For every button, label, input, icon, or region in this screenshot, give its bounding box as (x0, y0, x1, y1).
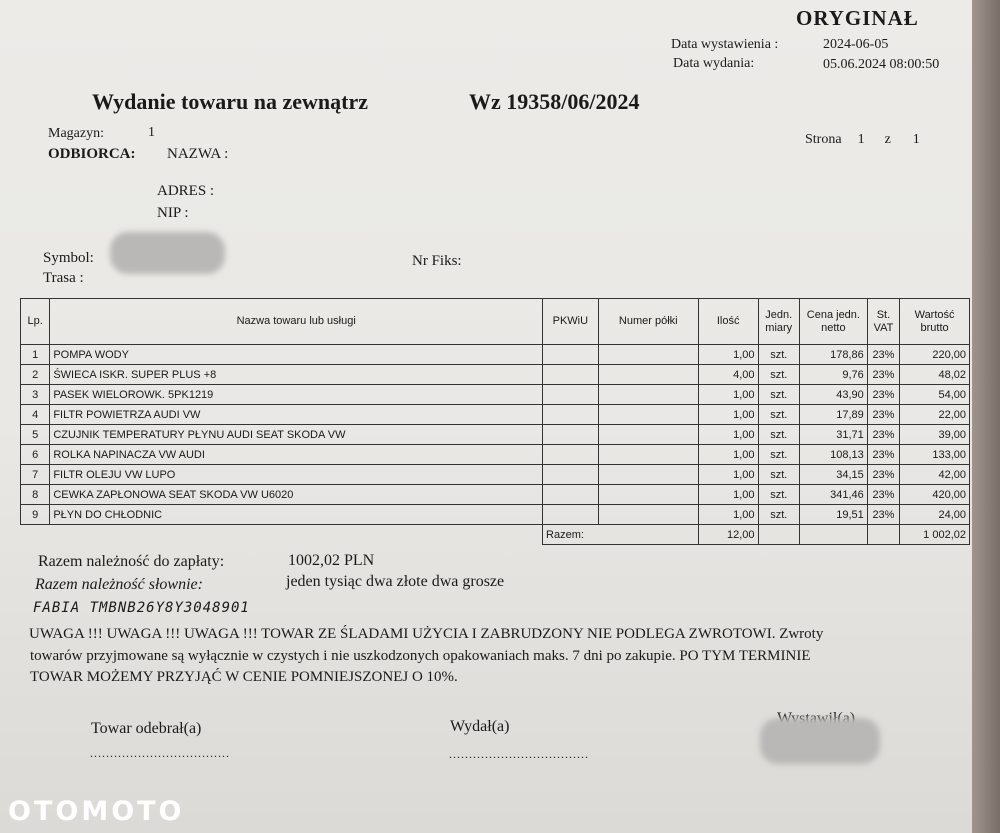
cell-qty: 1,00 (698, 385, 758, 405)
table-row (21, 365, 970, 385)
fiscal-number-label: Nr Fiks: (412, 253, 462, 269)
warning-line-3: TOWAR MOŻEMY PRZYJĄĆ W CENIE POMNIEJSZONEJ O 10%. (30, 669, 458, 685)
cell-shelf (598, 505, 698, 525)
cell-value: 42,00 (900, 465, 970, 485)
table-row (21, 405, 970, 425)
release-date-label: Data wydania: (673, 56, 755, 71)
cell-unit: szt. (758, 445, 799, 465)
nip-label: NIP : (157, 205, 189, 221)
table-row (21, 345, 970, 365)
cell-price: 17,89 (799, 405, 867, 425)
otomoto-watermark: OTOMOTO (8, 796, 185, 827)
table-row (21, 465, 970, 485)
cell-value: 133,00 (900, 445, 970, 465)
vehicle-note: FABIA TMBNB26Y8Y3048901 (33, 600, 250, 616)
cell-shelf (598, 425, 698, 445)
redacted-symbol (110, 232, 225, 274)
cell-pkwiu (543, 405, 599, 425)
cell-lp: 8 (21, 485, 50, 505)
symbol-label: Symbol: (43, 250, 94, 266)
cell-vat: 23% (867, 425, 899, 445)
cell-price: 341,46 (799, 485, 867, 505)
cell-price: 178,86 (799, 345, 867, 365)
cell-pkwiu (543, 425, 599, 445)
cell-shelf (598, 365, 698, 385)
cell-lp: 5 (21, 425, 50, 445)
cell-value: 22,00 (900, 405, 970, 425)
cell-unit: szt. (758, 365, 799, 385)
cell-pkwiu (543, 485, 599, 505)
cell-shelf (598, 445, 698, 465)
cell-name: ROLKA NAPINACZA VW AUDI (50, 445, 543, 465)
header-name: Nazwa towaru lub usługi (50, 299, 543, 345)
cell-name: CZUJNIK TEMPERATURY PŁYNU AUDI SEAT SKODA VW (50, 425, 543, 445)
cell-lp: 9 (21, 505, 50, 525)
cell-vat: 23% (867, 505, 899, 525)
cell-name: FILTR POWIETRZA AUDI VW (50, 405, 543, 425)
table-row (21, 485, 970, 505)
cell-lp: 4 (21, 405, 50, 425)
cell-qty: 1,00 (698, 485, 758, 505)
cell-unit: szt. (758, 345, 799, 365)
cell-shelf (598, 485, 698, 505)
cell-name: CEWKA ZAPŁONOWA SEAT SKODA VW U6020 (50, 485, 543, 505)
cell-unit: szt. (758, 385, 799, 405)
issued-by-signature-line: ................................... (449, 747, 589, 761)
cell-lp: 3 (21, 385, 50, 405)
recipient-label: ODBIORCA: (48, 146, 136, 162)
cell-price: 43,90 (799, 385, 867, 405)
cell-vat: 23% (867, 365, 899, 385)
cell-unit: szt. (758, 405, 799, 425)
cell-unit: szt. (758, 505, 799, 525)
cell-pkwiu (543, 445, 599, 465)
items-table (20, 298, 970, 545)
table-header-row (21, 299, 970, 345)
header-price: Cena jedn. netto (799, 299, 867, 345)
header-qty: Ilość (698, 299, 758, 345)
amount-due-label: Razem należność do zapłaty: (38, 553, 225, 570)
cell-value: 39,00 (900, 425, 970, 445)
cell-price: 31,71 (799, 425, 867, 445)
name-label: NAZWA : (167, 146, 229, 162)
cell-price: 34,15 (799, 465, 867, 485)
cell-lp: 1 (21, 345, 50, 365)
original-label: ORYGINAŁ (796, 6, 919, 30)
header-pkwiu: PKWiU (543, 299, 599, 345)
cell-vat: 23% (867, 445, 899, 465)
warning-line-2: towarów przyjmowane są wyłącznie w czystych i nie uszkodzonych opakowaniach maks. 7 dni po zakupie. PO TYM TERMINIE (30, 648, 811, 664)
cell-name: ŚWIECA ISKR. SUPER PLUS +8 (50, 365, 543, 385)
route-label: Trasa : (43, 270, 84, 286)
cell-name: POMPA WODY (50, 345, 543, 365)
cell-shelf (598, 405, 698, 425)
page-indicator: Strona 1 z 1 (805, 132, 920, 147)
cell-name: PASEK WIELOROWK. 5PK1219 (50, 385, 543, 405)
cell-value: 54,00 (900, 385, 970, 405)
cell-value: 24,00 (900, 505, 970, 525)
received-by-label: Towar odebrał(a) (91, 720, 202, 737)
cell-pkwiu (543, 365, 599, 385)
cell-vat: 23% (867, 345, 899, 365)
cell-qty: 1,00 (698, 445, 758, 465)
cell-unit: szt. (758, 465, 799, 485)
cell-unit: szt. (758, 425, 799, 445)
cell-qty: 1,00 (698, 345, 758, 365)
cell-unit: szt. (758, 485, 799, 505)
header-unit: Jedn. miary (758, 299, 799, 345)
cell-pkwiu (543, 345, 599, 365)
total-row (21, 525, 970, 545)
cell-pkwiu (543, 505, 599, 525)
issued-by-label: Wydał(a) (450, 718, 510, 735)
cell-lp: 7 (21, 465, 50, 485)
cell-shelf (598, 345, 698, 365)
cell-value: 220,00 (900, 345, 970, 365)
cell-vat: 23% (867, 385, 899, 405)
cell-name: FILTR OLEJU VW LUPO (50, 465, 543, 485)
table-row (21, 425, 970, 445)
address-label: ADRES : (157, 183, 215, 199)
issue-date-label: Data wystawienia : (671, 37, 779, 52)
cell-qty: 1,00 (698, 405, 758, 425)
amount-words-label: Razem należność słownie: (35, 576, 203, 593)
cell-vat: 23% (867, 465, 899, 485)
cell-vat: 23% (867, 485, 899, 505)
cell-qty: 4,00 (698, 365, 758, 385)
cell-name: PŁYN DO CHŁODNIC (50, 505, 543, 525)
cell-shelf (598, 385, 698, 405)
cell-value: 48,02 (900, 365, 970, 385)
cell-shelf (598, 465, 698, 485)
header-value: Wartość brutto (900, 299, 970, 345)
document-number: Wz 19358/06/2024 (469, 89, 640, 114)
amount-due-value: 1002,02 PLN (288, 552, 375, 569)
cell-vat: 23% (867, 405, 899, 425)
warehouse-label: Magazyn: (48, 126, 104, 141)
total-label: Razem: (543, 525, 699, 545)
table-row (21, 445, 970, 465)
cell-qty: 1,00 (698, 465, 758, 485)
cell-qty: 1,00 (698, 505, 758, 525)
header-lp: Lp. (21, 299, 50, 345)
received-by-signature-line: ................................... (90, 746, 230, 760)
cell-value: 420,00 (900, 485, 970, 505)
total-value: 1 002,02 (900, 525, 970, 545)
cell-price: 19,51 (799, 505, 867, 525)
document-type: Wydanie towaru na zewnątrz (92, 89, 368, 114)
warning-line-1: UWAGA !!! UWAGA !!! UWAGA !!! TOWAR ZE ŚLADAMI UŻYCIA I ZABRUDZONY NIE PODLEGA ZWROTOWI. Zwroty (29, 626, 824, 642)
header-vat: St. VAT (867, 299, 899, 345)
total-qty: 12,00 (698, 525, 758, 545)
warehouse-value: 1 (148, 125, 155, 140)
release-date: 05.06.2024 08:00:50 (823, 57, 940, 72)
cell-pkwiu (543, 465, 599, 485)
cell-lp: 2 (21, 365, 50, 385)
cell-price: 108,13 (799, 445, 867, 465)
table-row (21, 505, 970, 525)
cell-price: 9,76 (799, 365, 867, 385)
table-row (21, 385, 970, 405)
cell-lp: 6 (21, 445, 50, 465)
redacted-signature (760, 718, 880, 764)
issue-date: 2024-06-05 (823, 37, 889, 52)
amount-words-value: jeden tysiąc dwa złote dwa grosze (286, 573, 505, 590)
header-shelf: Numer półki (598, 299, 698, 345)
cell-qty: 1,00 (698, 425, 758, 445)
cell-pkwiu (543, 385, 599, 405)
